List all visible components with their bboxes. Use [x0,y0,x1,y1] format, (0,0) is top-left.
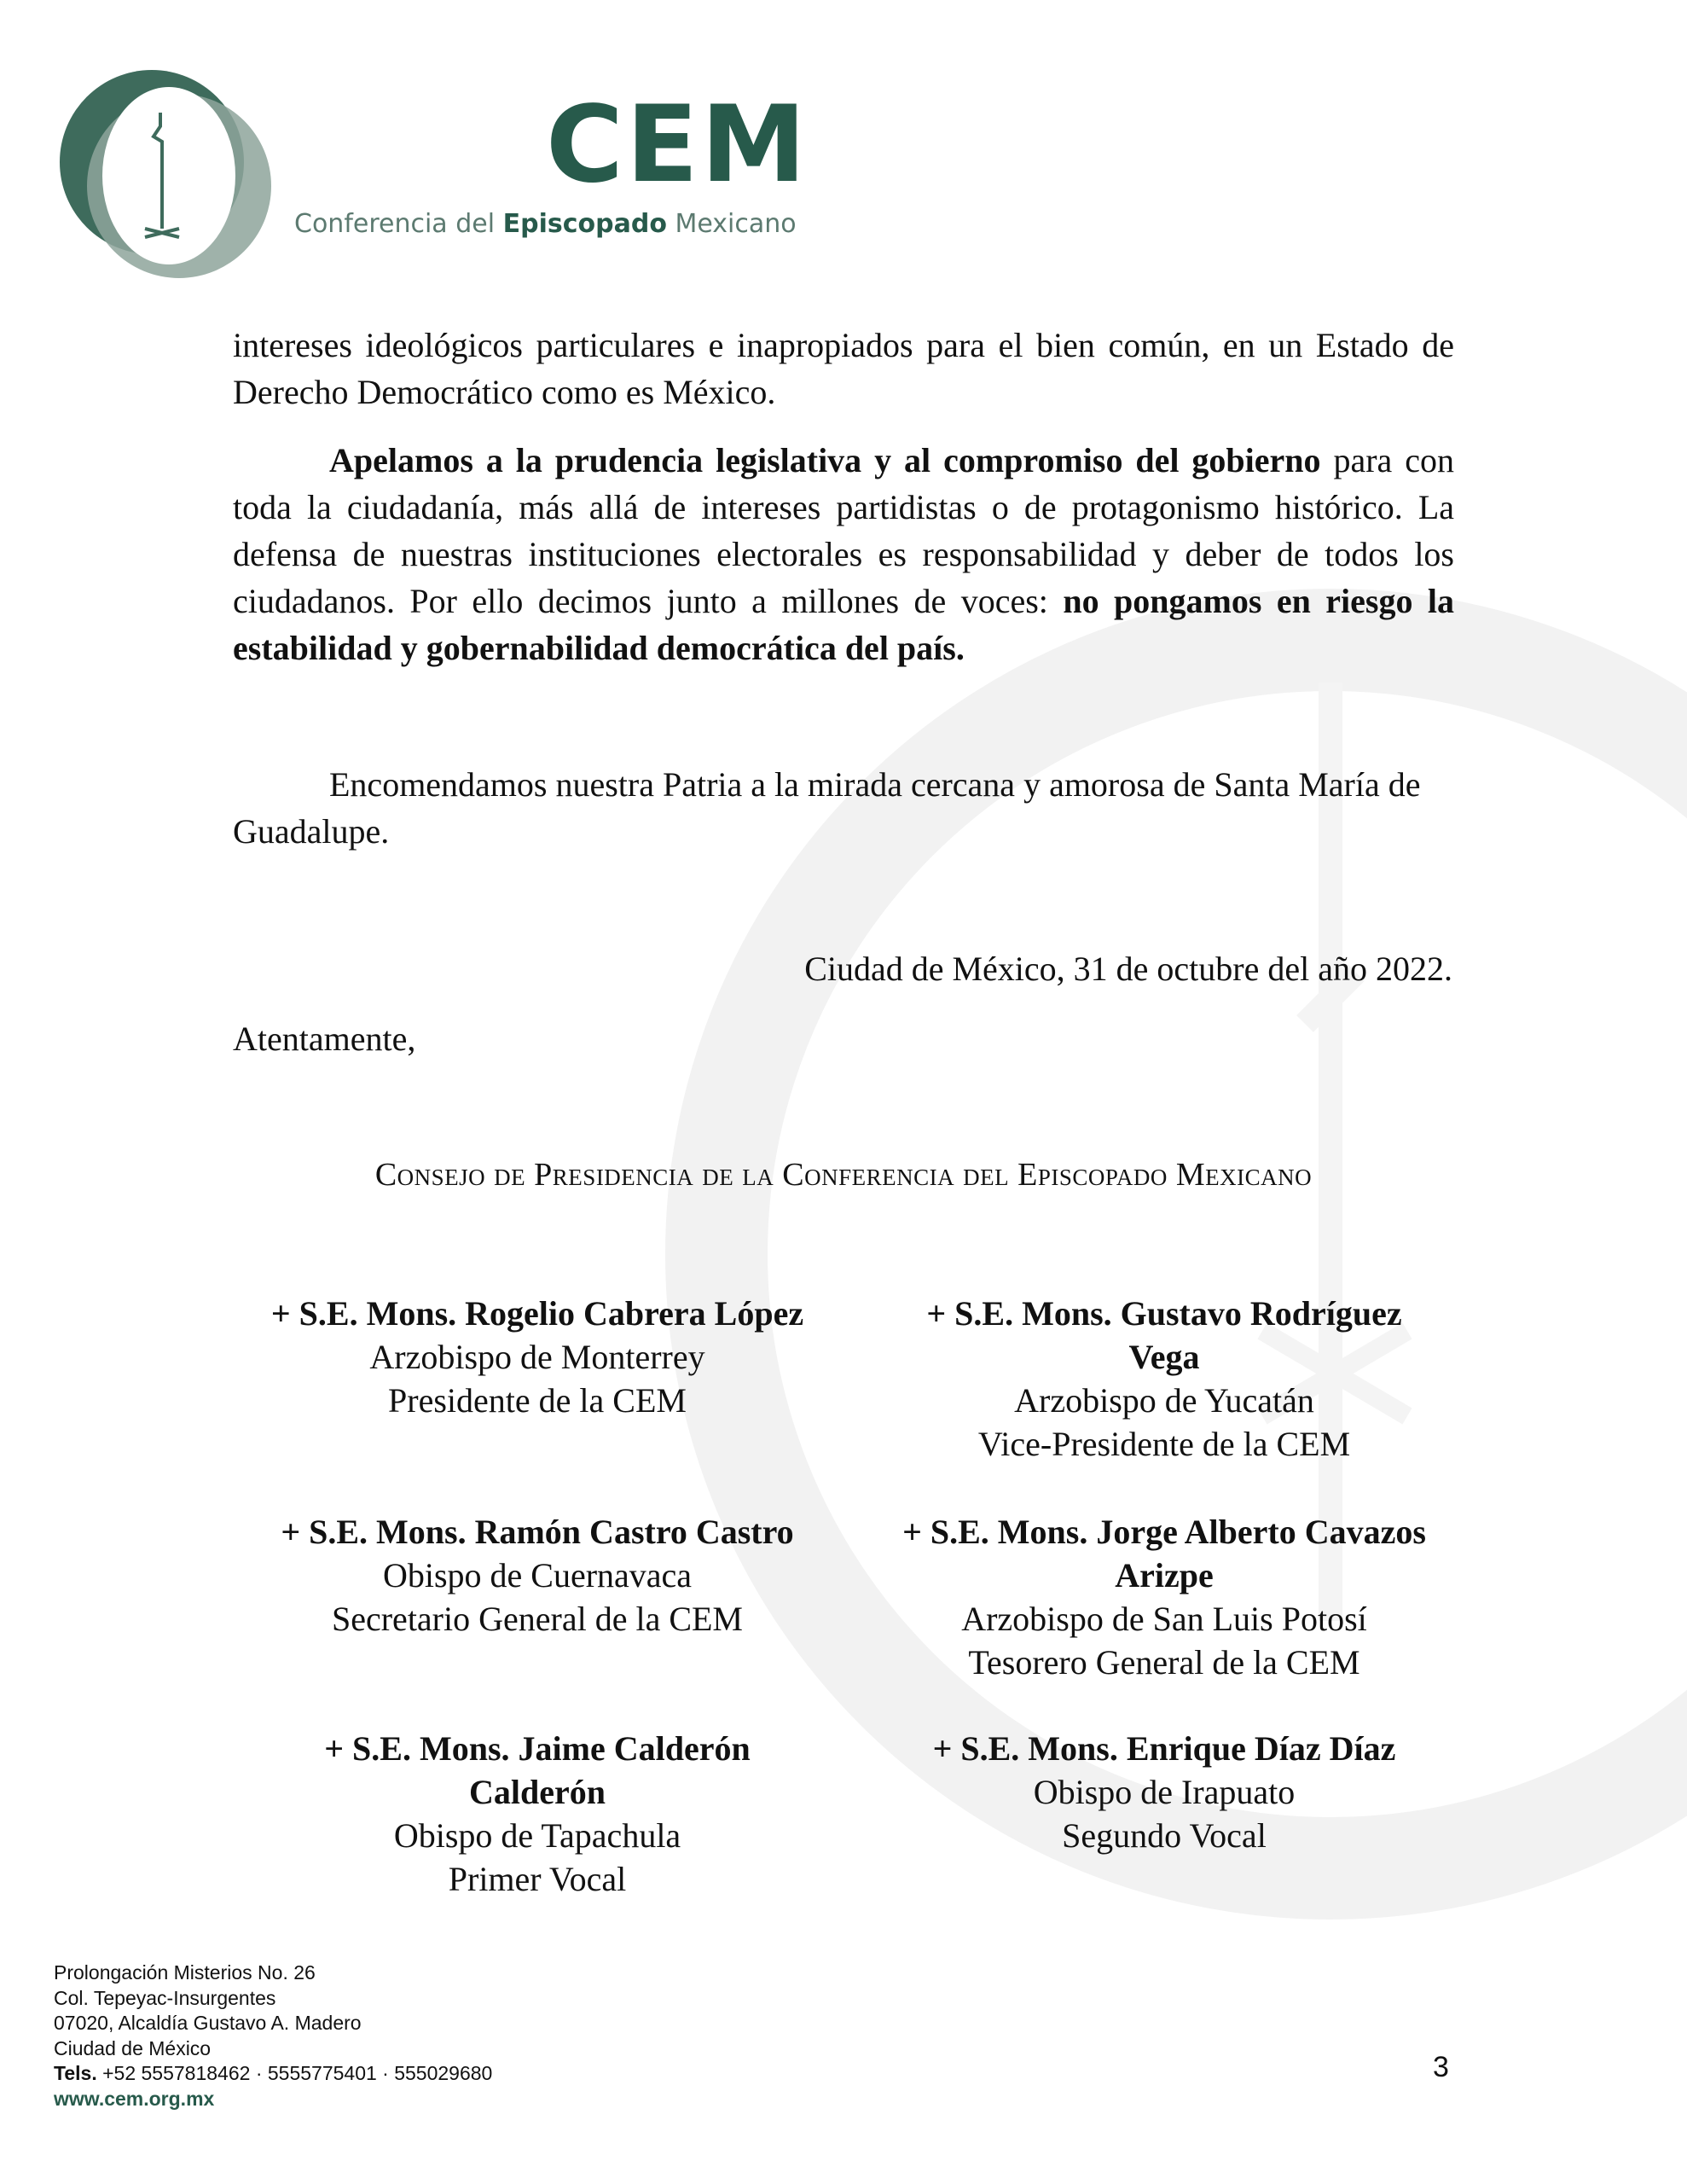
signatory-position: Primer Vocal [448,1860,627,1898]
paragraph-2 [233,437,1454,671]
address-line: Prolongación Misterios No. 26 [54,1961,316,1984]
signatory-block [264,1292,810,1422]
signatory-position: Segundo Vocal [1062,1816,1267,1855]
logo-subtitle: Conferencia del Episcopado Mexicano [294,209,797,239]
council-heading: Consejo de Presidencia de la Conferencia del Episcopado Mexicano [374,1157,1313,1193]
phones: +52 5557818462 · 5555775401 · 555029680 [102,2062,493,2084]
phones-line [54,2061,492,2087]
signatory-name: + S.E. Mons. Jaime Calderón Calderón [324,1729,751,1811]
address-line: 07020, Alcaldía Gustavo A. Madero [54,2012,362,2034]
signatory-name: + S.E. Mons. Gustavo Rodríguez Vega [926,1294,1402,1376]
signatory-name: + S.E. Mons. Jorge Alberto Cavazos Arizpe [902,1513,1426,1594]
signatory-see: Obispo de Tapachula [393,1816,681,1855]
signatory-block [891,1292,1437,1466]
paragraph-2-bold-end: no pongamos en riesgo la estabilidad y gobernabilidad democrática del país. [233,582,1455,667]
website-link[interactable]: www.cem.org.mx [54,2087,215,2110]
signatory-name: + S.E. Mons. Ramón Castro Castro [281,1513,794,1551]
signatory-name: + S.E. Mons. Enrique Díaz Díaz [932,1729,1396,1768]
paragraph-3: Encomendamos nuestra Patria a la mirada cercana y amorosa de Santa María de Guadalupe. [233,765,1421,851]
signatory-position: Secretario General de la CEM [331,1600,743,1638]
cem-logo-icon [49,58,280,288]
footer-address [54,1960,492,2111]
date-line: Ciudad de México, 31 de octubre del año 2022. [804,950,1452,988]
logo-wordmark: CEM [546,84,809,206]
phones-label: Tels. [54,2062,97,2084]
page-number: 3 [1433,2051,1449,2083]
signatory-see: Obispo de Cuernavaca [382,1556,693,1594]
signatory-position: Presidente de la CEM [388,1381,687,1420]
signatory-position: Tesorero General de la CEM [968,1643,1360,1682]
signatory-position: Vice-Presidente de la CEM [977,1425,1351,1463]
address-line: Col. Tepeyac-Insurgentes [54,1986,276,2009]
paragraph-2-bold-start: Apelamos a la prudencia legislativa y al compromiso del gobierno [329,441,1321,479]
signatory-see: Arzobispo de Yucatán [1014,1381,1314,1420]
signatory-block [891,1727,1437,1857]
signatory-block [891,1510,1437,1684]
signatory-see: Arzobispo de Monterrey [369,1338,705,1376]
signatory-block [264,1727,810,1901]
signatory-see: Arzobispo de San Luis Potosí [961,1600,1367,1638]
paragraph-1: intereses ideológicos particulares e inapropiados para el bien común, en un Estado de Derecho Democrático como es México. [233,326,1454,411]
closing: Atentamente, [233,1019,416,1058]
address-line: Ciudad de México [54,2036,212,2059]
paragraph-2-middle: para con toda la ciudadanía, más allá de intereses partidistas o de protagonismo histórico. La defensa de nuestras instituciones electorales es responsabilidad y deber de todos los ciudadanos. Por ello decimos junto a millones de voces: [233,441,1454,620]
signatory-see: Obispo de Irapuato [1033,1773,1296,1811]
signatory-name: + S.E. Mons. Rogelio Cabrera López [270,1294,804,1333]
signatory-block [264,1510,810,1641]
